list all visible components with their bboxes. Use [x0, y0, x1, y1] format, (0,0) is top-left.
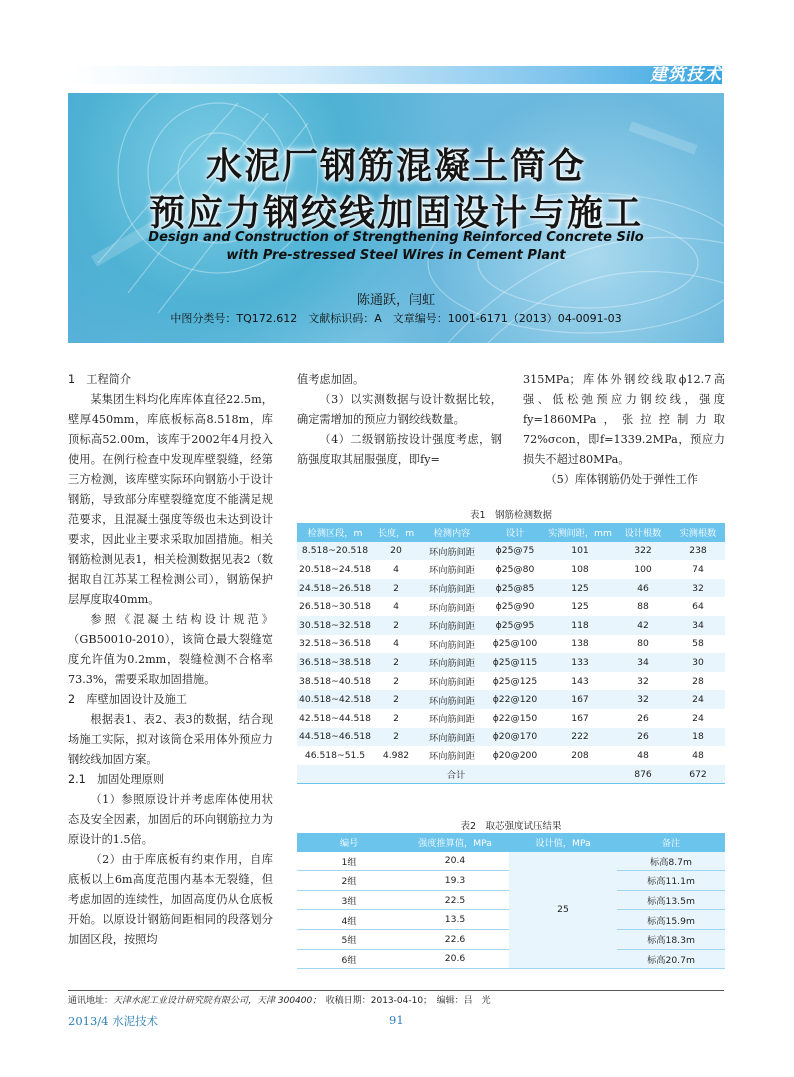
- table-cell: 133: [571, 656, 589, 668]
- table-cell: 143: [571, 675, 589, 687]
- table-cell: 118: [571, 619, 589, 631]
- table-cell: 32: [637, 694, 649, 706]
- table-cell: 8.518~20.518: [301, 545, 369, 557]
- table-cell: 环向筋间距: [429, 639, 475, 651]
- table-row: [297, 616, 725, 635]
- address: 天津水泥工业设计研究院有限公司，天津 300400；: [113, 996, 317, 1006]
- table-row: [297, 728, 725, 747]
- page-number: 91: [389, 1013, 404, 1027]
- table-cell: 322: [634, 545, 652, 557]
- body-column-1: [68, 370, 273, 950]
- table-cell: 22.6: [401, 929, 509, 949]
- section-heading: 2 库壁加固设计及施工: [68, 693, 187, 706]
- table-cell: 125: [571, 582, 589, 594]
- table-cell: 环向筋间距: [429, 751, 475, 763]
- paragraph: 315MPa；库体外钢绞线取ϕ12.7高强、低松弛预应力钢绞线，强度fy=1860MPa，张拉控制力取72%σcon，即f=1339.2MPa，预应力损失不超过80MPa。: [523, 373, 725, 466]
- table-cell: 2: [393, 694, 399, 706]
- total-design-count: 876: [615, 765, 671, 784]
- table-row: [297, 690, 725, 709]
- section-label: 建筑技术: [650, 65, 722, 85]
- table-cell: 环向筋间距: [429, 602, 475, 614]
- table-cell: 125: [571, 601, 589, 613]
- table-header: 设计值，MPa: [509, 833, 617, 852]
- authors: 陈通跃，闫虹: [356, 293, 435, 308]
- table-cell: 34: [692, 619, 704, 631]
- table-cell: ϕ25@90: [495, 601, 535, 613]
- table-cell: 46.518~51.5: [304, 749, 366, 761]
- table-cell: ϕ22@150: [492, 712, 538, 724]
- table-row: [297, 672, 725, 691]
- table-cell: 标高11.1m: [617, 871, 725, 891]
- paragraph: 某集团生料均化库库体直径22.5m，壁厚450mm，库底板标高8.518m，库顶标高52.00m，该库于2002年4月投入使用。在例行检查中发现库壁裂缝，经第三方检测，该库壁实际环向钢筋小于设计钢筋，导致部分库壁裂缝宽度不能满足规范要求，且混凝土强度等级也未达到设计要求，因此业主要求采取加固措施。相关钢筋检测见表1，相关检测数据见表2（数据取自江苏某工程检测公司），钢筋保护层厚度取40mm。: [68, 393, 273, 606]
- paragraph: （2）由于库底板有约束作用，自库底板以上6m高度范围内基本无裂缝，但考虑加固的连续性，加固高度仍从仓底板开始。以原设计钢筋间距相同的段落划分加固区段，按照均: [68, 853, 273, 946]
- table-header: 编号: [297, 833, 401, 852]
- journal-issue: 2013/4 水泥技术: [68, 1014, 159, 1028]
- table-cell: 74: [692, 563, 704, 575]
- paragraph: 根据表1、表2、表3的数据，结合现场施工实际，拟对该筒仓采用体外预应力钢绞线加固方案。: [68, 713, 273, 766]
- table-cell: ϕ25@115: [492, 656, 538, 668]
- table-cell: 4组: [297, 910, 401, 930]
- table-cell: 标高18.3m: [617, 929, 725, 949]
- table-cell: 38.518~40.518: [299, 675, 371, 687]
- table-row: [297, 635, 725, 654]
- header-gradient-bar: [70, 66, 722, 84]
- table-row: [297, 560, 725, 579]
- title-line-1: 水泥厂钢筋混凝土筒仓: [205, 146, 586, 187]
- table-cell: 24: [692, 694, 704, 706]
- total-label: 合计: [297, 765, 615, 784]
- table-cell: 4: [393, 601, 399, 613]
- section-heading: 1 工程简介: [68, 373, 132, 386]
- table-cell: 环向筋间距: [429, 658, 475, 670]
- table-cell: 环向筋间距: [429, 714, 475, 726]
- english-title-line-1: Design and Construction of Strengthening Reinforced Concrete Silo: [148, 230, 644, 245]
- table-header: 备注: [617, 833, 725, 852]
- body-column-3: [523, 370, 725, 490]
- editor: 编辑：吕 光: [436, 996, 491, 1006]
- table-cell: 20.518~24.518: [299, 563, 371, 575]
- table-cell: 2组: [297, 871, 401, 891]
- table-cell: 标高20.7m: [617, 949, 725, 969]
- table-cell: 环向筋间距: [429, 621, 475, 633]
- table-cell: 20: [390, 545, 402, 557]
- table-cell: ϕ25@75: [495, 545, 535, 557]
- table-cell: 18: [692, 731, 704, 743]
- table-cell: 环向筋间距: [429, 565, 475, 577]
- table-cell: 88: [637, 601, 649, 613]
- table-cell: 32: [637, 675, 649, 687]
- table-header: 设计: [485, 523, 545, 542]
- table-cell: 环向筋间距: [429, 732, 475, 744]
- table-cell: 标高15.9m: [617, 910, 725, 930]
- address-label: 通讯地址：: [68, 996, 114, 1006]
- english-title-line-2: with Pre-stressed Steel Wires in Cement Plant: [226, 248, 566, 263]
- table-row: [297, 852, 725, 871]
- table-1-caption: 表1 钢筋检测数据: [469, 510, 553, 521]
- table-header: 检测内容: [419, 523, 485, 542]
- table-cell: ϕ25@95: [495, 619, 535, 631]
- table-cell: ϕ25@85: [495, 582, 535, 594]
- table-cell: 101: [571, 545, 589, 557]
- table-cell: 40.518~42.518: [299, 694, 371, 706]
- table-cell: 108: [571, 563, 589, 575]
- paragraph: 参照《混凝土结构设计规范》（GB50010-2010），该筒仓最大裂缝宽度允许值为0.2mm，裂缝检测不合格率73.3%，需要采取加固措施。: [68, 613, 273, 686]
- subsection-heading: 2.1 加固处理原则: [68, 773, 165, 786]
- table-cell: 26: [637, 712, 649, 724]
- table-cell: 36.518~38.518: [299, 656, 371, 668]
- table-cell: 标高8.7m: [617, 852, 725, 871]
- design-value-cell: 25: [509, 852, 617, 969]
- rebar-inspection-table: [297, 523, 725, 784]
- table-cell: 2: [393, 656, 399, 668]
- table-cell: ϕ25@80: [495, 563, 535, 575]
- table-header: 实测间距，mm: [545, 523, 615, 542]
- table-cell: 64: [692, 601, 704, 613]
- table-cell: 138: [571, 638, 589, 650]
- table-cell: 环向筋间距: [429, 695, 475, 707]
- table-cell: 24.518~26.518: [299, 582, 371, 594]
- table-cell: 2: [393, 582, 399, 594]
- table-cell: 222: [571, 731, 589, 743]
- table-cell: 标高13.5m: [617, 890, 725, 910]
- table-cell: 环向筋间距: [429, 677, 475, 689]
- table-cell: 20.6: [401, 949, 509, 969]
- table-cell: 238: [689, 545, 707, 557]
- table-header: 长度，m: [373, 523, 419, 542]
- table-cell: 26.518~30.518: [299, 601, 371, 613]
- table-cell: 100: [634, 563, 652, 575]
- table-cell: 22.5: [401, 890, 509, 910]
- total-actual-count: 672: [671, 765, 725, 784]
- table-cell: ϕ22@120: [492, 694, 538, 706]
- table-cell: 2: [393, 712, 399, 724]
- table-cell: 13.5: [401, 910, 509, 930]
- table-row: [297, 653, 725, 672]
- table-cell: 2: [393, 619, 399, 631]
- table-row: [297, 709, 725, 728]
- paragraph: （3）以实测数据与设计数据比较，确定需增加的预应力钢绞线数量。: [297, 393, 502, 426]
- table-cell: 20.4: [401, 852, 509, 871]
- paragraph: （4）二级钢筋按设计强度考虑，钢筋强度取其屈服强度，即fy=: [297, 433, 502, 466]
- title-line-2: 预应力钢绞线加固设计与施工: [148, 193, 643, 234]
- table-cell: 167: [571, 694, 589, 706]
- table-cell: ϕ25@100: [492, 638, 538, 650]
- table-cell: 4.982: [382, 749, 410, 761]
- table-cell: 42.518~44.518: [299, 712, 371, 724]
- table-2-caption: 表2 取芯强度试压结果: [460, 821, 562, 832]
- table-cell: 167: [571, 712, 589, 724]
- title-banner: [68, 93, 724, 343]
- table-header: 设计根数: [615, 523, 671, 542]
- paragraph: （5）库体钢筋仍处于弹性工作: [545, 473, 698, 486]
- table-cell: 42: [637, 619, 649, 631]
- table-cell: 80: [637, 638, 649, 650]
- table-cell: ϕ25@125: [492, 675, 538, 687]
- core-strength-table: [297, 833, 725, 969]
- table-header: 实测根数: [671, 523, 725, 542]
- table-cell: 3组: [297, 890, 401, 910]
- table-cell: 30.518~32.518: [299, 619, 371, 631]
- table-cell: 28: [692, 675, 704, 687]
- table-cell: 26: [637, 731, 649, 743]
- footer-correspondence: [68, 990, 724, 1006]
- table-cell: 19.3: [401, 871, 509, 891]
- table-row: [297, 542, 725, 561]
- table-cell: 1组: [297, 852, 401, 871]
- table-cell: 4: [393, 638, 399, 650]
- table-header: 强度推算值，MPa: [401, 833, 509, 852]
- table-cell: 30: [692, 656, 704, 668]
- table-row: [297, 597, 725, 616]
- table-cell: 32.518~36.518: [299, 638, 371, 650]
- table-cell: 58: [692, 638, 704, 650]
- table-cell: 48: [692, 749, 704, 761]
- table-cell: 34: [637, 656, 649, 668]
- table-cell: 46: [637, 582, 649, 594]
- table-cell: 2: [393, 675, 399, 687]
- table-cell: 44.518~46.518: [299, 731, 371, 743]
- table-row: [297, 579, 725, 598]
- classification-line: 中图分类号：TQ172.612 文献标识码：A 文章编号：1001-6171（2013）04-0091-03: [170, 312, 622, 325]
- paragraph: （1）参照原设计并考虑库体使用状态及安全因素，加固后的环向钢筋拉力为原设计的1.5倍。: [68, 793, 273, 846]
- table-cell: 24: [692, 712, 704, 724]
- received-date: 收稿日期：2013-04-10；: [325, 996, 428, 1006]
- table-cell: 环向筋间距: [429, 546, 475, 558]
- table-cell: 5组: [297, 929, 401, 949]
- table-header: 检测区段，m: [297, 523, 373, 542]
- table-cell: 32: [692, 582, 704, 594]
- table-cell: 208: [571, 749, 589, 761]
- table-cell: 2: [393, 731, 399, 743]
- body-column-2: [297, 370, 502, 470]
- table-cell: 48: [637, 749, 649, 761]
- table-cell: ϕ20@200: [492, 749, 538, 761]
- paragraph: 值考虑加固。: [297, 373, 365, 386]
- table-cell: 环向筋间距: [429, 584, 475, 596]
- table-row: [297, 746, 725, 765]
- table-cell: ϕ20@170: [492, 731, 538, 743]
- table-cell: 4: [393, 563, 399, 575]
- table-cell: 6组: [297, 949, 401, 969]
